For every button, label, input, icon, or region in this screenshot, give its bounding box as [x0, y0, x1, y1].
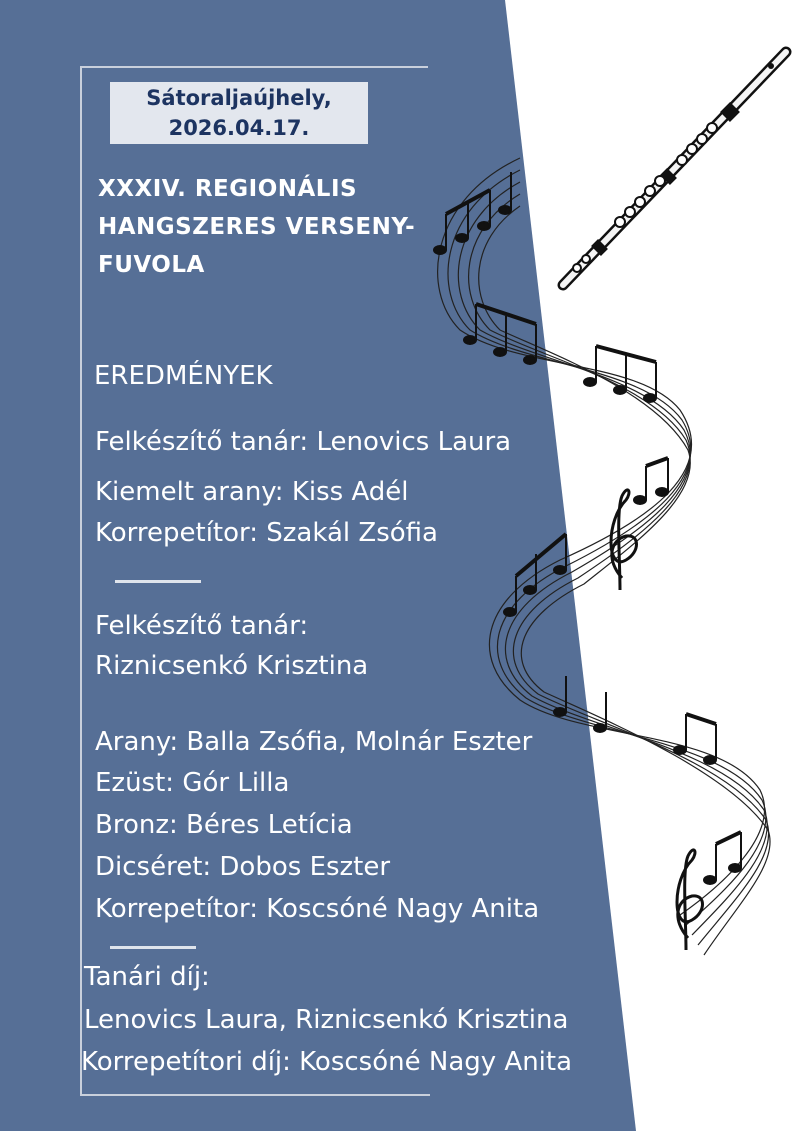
date-box	[110, 82, 368, 144]
frame-line-top	[80, 66, 428, 68]
group2-teacher-label: Felkészítő tanár:	[95, 611, 309, 641]
title-line-2: HANGSZERES VERSENY-	[98, 214, 416, 240]
results-heading: EREDMÉNYEK	[94, 361, 273, 391]
teacher-award-names: Lenovics Laura, Riznicsenkó Krisztina	[84, 1005, 569, 1035]
group2-silver: Ezüst: Gór Lilla	[95, 768, 290, 798]
group2-teacher-name: Riznicsenkó Krisztina	[95, 651, 369, 681]
group1-teacher: Felkészítő tanár: Lenovics Laura	[95, 427, 512, 457]
title-line-1: XXXIV. REGIONÁLIS	[98, 176, 358, 202]
group2-praise: Dicséret: Dobos Eszter	[95, 852, 391, 882]
event-title	[98, 170, 458, 284]
group1-award: Kiemelt arany: Kiss Adél	[95, 477, 409, 507]
divider-1	[115, 580, 201, 583]
group2-gold: Arany: Balla Zsófia, Molnár Eszter	[95, 727, 533, 757]
divider-2	[110, 946, 196, 949]
title-line-3: FUVOLA	[98, 252, 205, 278]
frame-line-left	[80, 66, 82, 1096]
group2-accompanist: Korrepetítor: Koscsóné Nagy Anita	[95, 894, 540, 924]
group2-bronze: Bronz: Béres Letícia	[95, 810, 353, 840]
frame-line-bottom	[80, 1094, 430, 1096]
accompanist-award: Korrepetítori díj: Koscsóné Nagy Anita	[81, 1047, 573, 1077]
event-date: 2026.04.17.	[168, 116, 310, 140]
event-location: Sátoraljaújhely,	[146, 86, 332, 110]
group1-accompanist: Korrepetítor: Szakál Zsófia	[95, 518, 438, 548]
teacher-award-label: Tanári díj:	[84, 962, 210, 992]
